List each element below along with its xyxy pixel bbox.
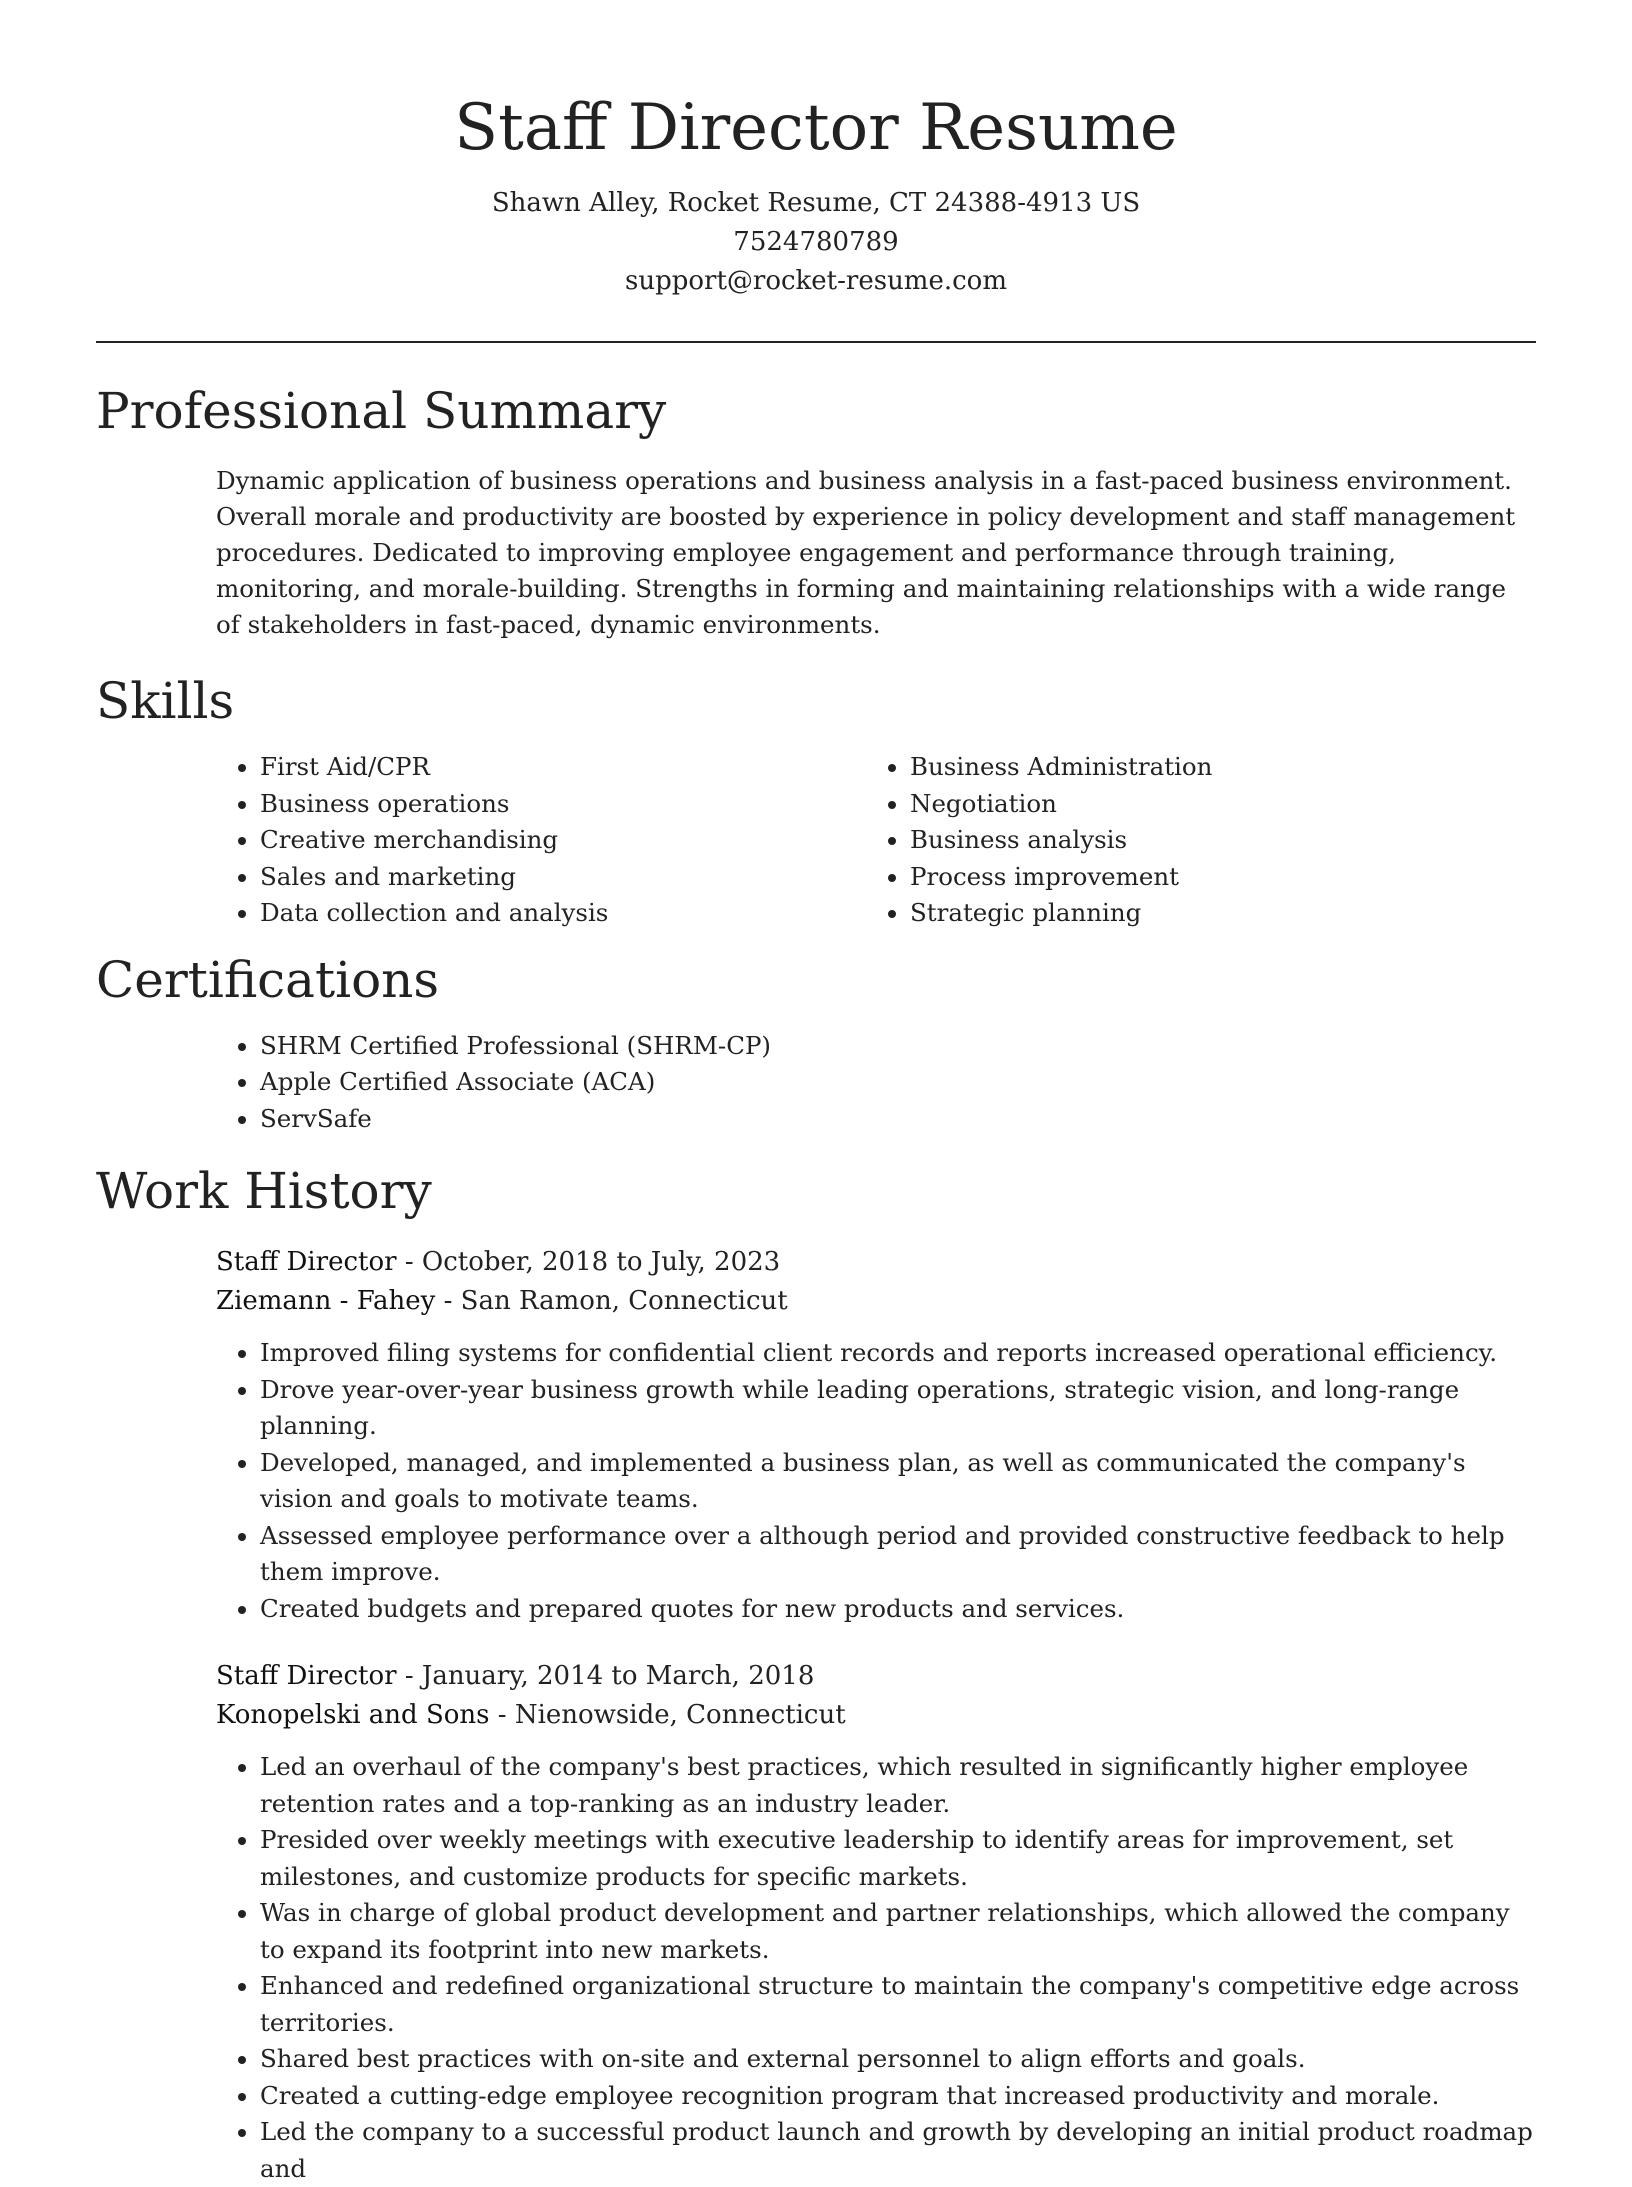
job-bullets — [216, 1335, 1536, 1627]
skills-heading: Skills — [96, 672, 235, 730]
skills-list — [96, 749, 1536, 932]
contact-info — [96, 184, 1536, 301]
job-bullet: • Improved filing systems for confidential client records and reports increased operational efficiency. — [260, 1335, 1536, 1372]
certification-item: • SHRM Certified Professional (SHRM-CP) — [260, 1028, 1536, 1065]
job-bullet: • Created a cutting-edge employee recognition program that increased productivity and morale. — [260, 2078, 1536, 2115]
skill-item: • Business Administration — [910, 749, 1396, 786]
header-divider — [96, 341, 1536, 343]
job-company-line — [216, 1696, 1536, 1735]
job-bullet: • Drove year-over-year business growth while leading operations, strategic vision, and long-range planning. — [260, 1372, 1536, 1445]
job-company: Ziemann - Fahey — [216, 1286, 436, 1316]
job-location: - Nienowside, Connecticut — [489, 1700, 846, 1730]
job-title-line — [216, 1243, 1536, 1282]
job-bullet: • Presided over weekly meetings with executive leadership to identify areas for improvement, set milestones, and customize products for specific markets. — [260, 1822, 1536, 1895]
certifications-list — [96, 1028, 1536, 1138]
contact-email: support@rocket-resume.com — [624, 266, 1007, 296]
job-dates: - October, 2018 to July, 2023 — [396, 1247, 781, 1277]
page-title: Staff Director Resume — [454, 91, 1178, 165]
skill-item: • Business operations — [260, 786, 746, 823]
resume-page — [96, 0, 1536, 2187]
job-dates: - January, 2014 to March, 2018 — [396, 1661, 815, 1691]
job-company: Konopelski and Sons — [216, 1700, 490, 1730]
certifications-heading: Certifications — [96, 950, 440, 1009]
job-entry — [216, 1657, 1536, 2187]
work-history-heading: Work History — [96, 1162, 432, 1220]
summary-text: Dynamic application of business operations and business analysis in a fast-paced business environment. Overall morale and productivity are boosted by experience in policy development and staff management procedures. Dedicated to improving employee engagement and performance through training, monitoring, and morale-building. Strengths in forming and maintaining relationships with a wide range of stakeholders in fast-paced, dynamic environments. — [216, 466, 1516, 639]
job-bullet: • Was in charge of global product development and partner relationships, which allowed the company to expand its footprint into new markets. — [260, 1895, 1536, 1968]
summary-heading: Professional Summary — [96, 382, 667, 440]
job-bullet: • Led an overhaul of the company's best practices, which resulted in significantly higher employee retention rates and a top-ranking as an industry leader. — [260, 1749, 1536, 1822]
skill-item: • Negotiation — [910, 786, 1396, 823]
skill-item: • Creative merchandising — [260, 822, 746, 859]
job-company-line — [216, 1282, 1536, 1321]
job-bullet: • Led the company to a successful product launch and growth by developing an initial product roadmap and — [260, 2114, 1536, 2187]
skill-item: • First Aid/CPR — [260, 749, 746, 786]
certification-item: • Apple Certified Associate (ACA) — [260, 1064, 1536, 1101]
job-bullet: • Created budgets and prepared quotes for new products and services. — [260, 1591, 1536, 1628]
job-title-line — [216, 1657, 1536, 1696]
contact-address: Shawn Alley, Rocket Resume, CT 24388-4913 US — [491, 188, 1141, 218]
job-title: Staff Director — [216, 1247, 397, 1277]
contact-phone: 7524780789 — [733, 227, 899, 257]
job-bullet: • Shared best practices with on-site and external personnel to align efforts and goals. — [260, 2041, 1536, 2078]
job-bullet: • Developed, managed, and implemented a business plan, as well as communicated the company's vision and goals to motivate teams. — [260, 1445, 1536, 1518]
skills-column-left — [96, 749, 746, 932]
skill-item: • Strategic planning — [910, 895, 1396, 932]
job-entry — [216, 1243, 1536, 1627]
certification-item: • ServSafe — [260, 1101, 1536, 1138]
job-location: - San Ramon, Connecticut — [435, 1286, 788, 1316]
skill-item: • Business analysis — [910, 822, 1396, 859]
job-title: Staff Director — [216, 1661, 397, 1691]
job-bullet: • Enhanced and redefined organizational structure to maintain the company's competitive edge across territories. — [260, 1968, 1536, 2041]
skill-item: • Sales and marketing — [260, 859, 746, 896]
skill-item: • Process improvement — [910, 859, 1396, 896]
job-bullets — [216, 1749, 1536, 2187]
job-bullet: • Assessed employee performance over a although period and provided constructive feedback to help them improve. — [260, 1518, 1536, 1591]
skills-column-right — [746, 749, 1396, 932]
skill-item: • Data collection and analysis — [260, 895, 746, 932]
